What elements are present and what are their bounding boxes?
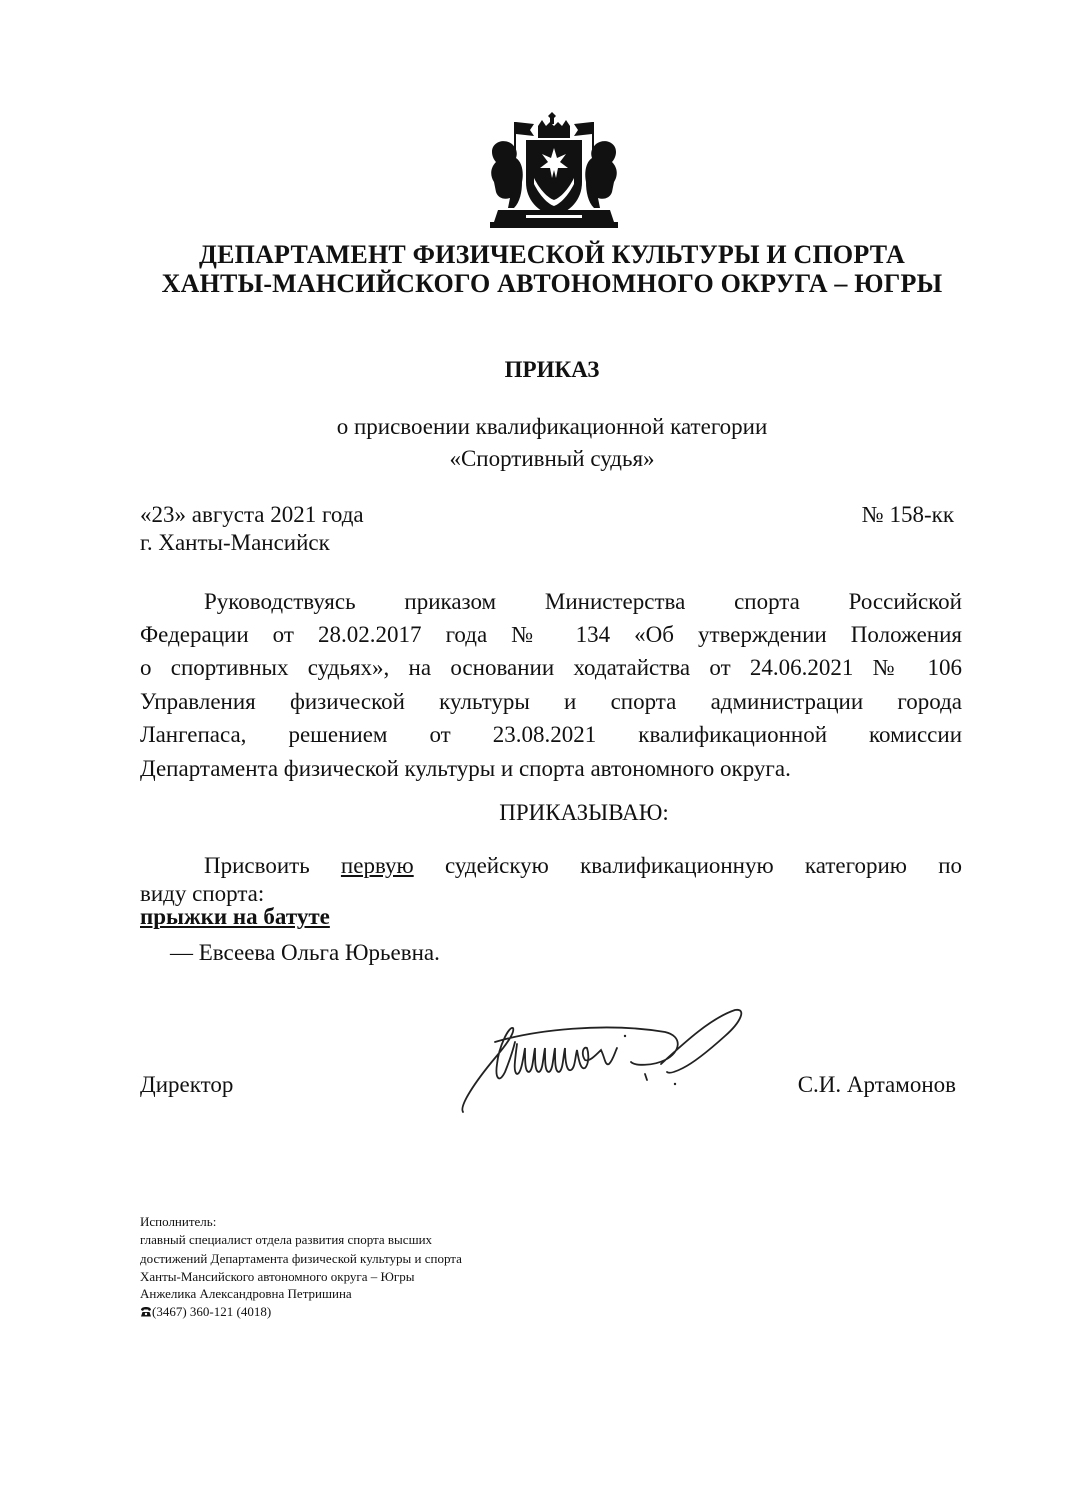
awarded-person: — Евсеева Ольга Юрьевна. (170, 940, 440, 965)
executor-phone-row (140, 1302, 271, 1322)
document-subject-title: «Спортивный судья» (449, 446, 655, 471)
document-number: № 158-кк (861, 502, 954, 527)
order-text-rest: судейскую квалификационную категорию по (444, 853, 962, 878)
preamble-line: Лангепаса, решением от 23.08.2021 квалификационной комиссии (140, 722, 962, 747)
handwritten-signature-icon (455, 1002, 750, 1118)
document-subject: о присвоении квалификационной категории (336, 414, 768, 439)
telephone-icon (140, 1307, 152, 1317)
executor-label: Исполнитель: (140, 1214, 217, 1229)
sport-name: прыжки на батуте (140, 904, 330, 929)
preamble-line: о спортивных судьях», на основании ходатайства от 24.06.2021 № 106 (140, 655, 962, 680)
organization-title: ДЕПАРТАМЕНТ ФИЗИЧЕСКОЙ КУЛЬТУРЫ И СПОРТА (199, 240, 905, 269)
order-text-line (204, 849, 962, 882)
signer-title: Директор (140, 1072, 234, 1097)
executor-phone: (3467) 360-121 (4018) (152, 1304, 272, 1319)
document-city: г. Ханты-Мансийск (140, 530, 330, 555)
document-type: ПРИКАЗ (504, 357, 600, 382)
executor-name: Анжелика Александровна Петришина (140, 1286, 352, 1301)
khmao-coat-of-arms-icon (486, 112, 622, 230)
order-text-line: виду спорта: (140, 881, 265, 906)
signer-name: С.И. Артамонов (797, 1072, 956, 1097)
executor-position: главный специалист отдела развития спорта высших (140, 1232, 433, 1247)
preamble-line: Управления физической культуры и спорта администрации города (140, 689, 962, 714)
organization-subtitle: ХАНТЫ-МАНСИЙСКОГО АВТОНОМНОГО ОКРУГА – ЮГРЫ (161, 269, 943, 298)
order-heading: ПРИКАЗЫВАЮ: (499, 800, 669, 825)
executor-position: Ханты-Мансийского автономного округа – Югры (140, 1269, 415, 1284)
executor-position: достижений Департамента физической культуры и спорта (140, 1251, 462, 1266)
preamble-line: Федерации от 28.02.2017 года № 134 «Об утверждении Положения (140, 622, 962, 647)
preamble-line: Руководствуясь приказом Министерства спорта Российской (204, 589, 962, 614)
document-date: «23» августа 2021 года (140, 502, 364, 527)
category-name: первую (340, 853, 414, 878)
order-verb: Присвоить (204, 853, 310, 878)
preamble-line: Департамента физической культуры и спорта автономного округа. (140, 756, 791, 781)
